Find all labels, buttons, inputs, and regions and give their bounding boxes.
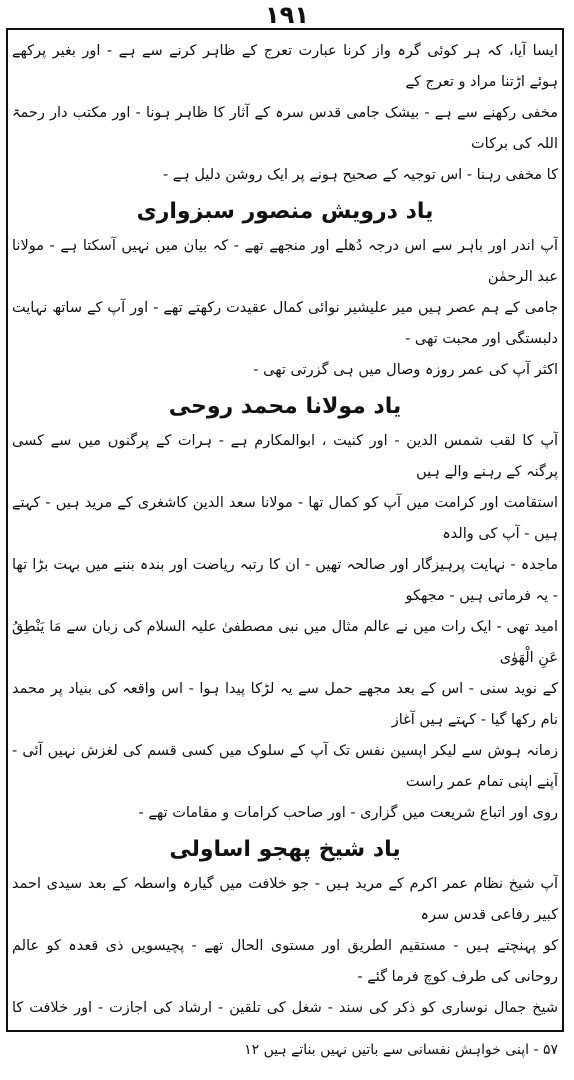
text-line: مخفی رکھنے سے ہے - بیشک جامی قدس سرہ کے آثار کا ظاہر ہونا - اور مکتب دار رحمۃ اللہ کی برکات	[12, 105, 558, 152]
text-line: آپ اندر اور باہر سے اس درجہ دُھلے اور منجھے تھے - کہ بیان میں نہیں آسکتا ہے - مولانا عبد الرحمٰن	[12, 238, 558, 285]
text-line: روی اور اتباع شریعت میں گزاری - اور صاحب کرامات و مقامات تھے -	[138, 805, 558, 821]
page-content	[12, 36, 558, 1028]
section-heading: یاد شیخ پھجو اساولی	[169, 837, 401, 862]
text-line: امید تھی - ایک رات میں نے عالم مثال میں نبی مصطفیٰ علیہ السلام کی زبان سے مَا يَنْطِقُ عَنِ الْهَوٰى	[12, 619, 558, 666]
text-line: آپ شیخ نظام عمر اکرم کے مرید ہیں - جو خلافت میں گیارہ واسطہ کے بعد سیدی احمد کبیر رفاعی قدس سرہ	[12, 876, 558, 923]
text-line: کا مخفی رہنا - اس توجیہ کے صحیح ہونے پر ایک روشن دلیل ہے -	[162, 167, 558, 183]
footnote: ۵۷ - اپنی خواہش نفسانی سے باتیں نہیں بناتے ہیں ۱۲	[244, 1042, 558, 1058]
text-line: کو پہنچتے ہیں - مستقیم الطریق اور مستوی الحال تھے - پچیسویں ذی قعدہ کو عالم روحانی کی طرف کوچ فرما گئے -	[12, 938, 558, 985]
paragraph-intro	[12, 36, 558, 191]
section-heading: یاد مولانا محمد روحی	[168, 394, 402, 419]
paragraph-mansur	[12, 231, 558, 386]
text-line: ایسا آیا، کہ ہر کوئی گرہ واز کرنا عبارت تعرج کے ظاہر کرنے سے ہے - اور بغیر پرکھے ہوئے اڑتنا مراد و تعرج کے	[12, 43, 558, 90]
text-line: زمانہ ہوش سے لیکر اپسین نفس تک آپ کے سلوک میں کسی قسم کی لغزش نہیں آئی - آپنے اپنی تمام عمر راست	[12, 743, 558, 790]
paragraph-ruhi	[12, 426, 558, 829]
text-line: کے نوید سنی - اس کے بعد مجھے حمل سے یہ لڑکا پیدا ہوا - اس واقعہ کی بنیاد پر محمد نام رکھا گیا - کہتے ہیں آغاز	[12, 681, 558, 728]
text-line: ماجدہ - نہایت پرہیزگار اور صالحہ تھیں - ان کا رتبہ ریاضت اور بندہ بننے میں بہت بڑا تھا - یہ فرماتی ہیں - مجھکو	[12, 557, 558, 604]
text-line: استقامت اور کرامت میں آپ کو کمال تھا - مولانا سعد الدین کاشغری کے مرید ہیں - کہتے ہیں - آپ کی والدہ	[12, 495, 558, 542]
paragraph-phajju	[12, 869, 558, 1028]
section-heading: یاد درویش منصور سبزواری	[136, 199, 434, 224]
text-line: آپ کا لقب شمس الدین - اور کنیت ، ابوالمکارم ہے - ہرات کے پرگنوں میں سے کسی پرگنہ کے رہنے والے ہیں	[12, 433, 558, 480]
text-line: اکثر آپ کی عمر روزہ وصال میں ہی گزرتی تھی -	[253, 362, 558, 378]
text-line: جامی کے ہم عصر ہیں میر علیشیر نوائی کمال عقیدت رکھتے تھے - اور آپ کے ساتھ نہایت دلبستگی اور محبت تھی -	[12, 300, 558, 347]
text-line: شیخ جمال نوساری کو ذکر کی سند - شغل کی تلقین - ارشاد کی اجازت - اور خلافت کا	[12, 1000, 558, 1016]
page-number: ۱۹۱	[265, 1, 309, 29]
